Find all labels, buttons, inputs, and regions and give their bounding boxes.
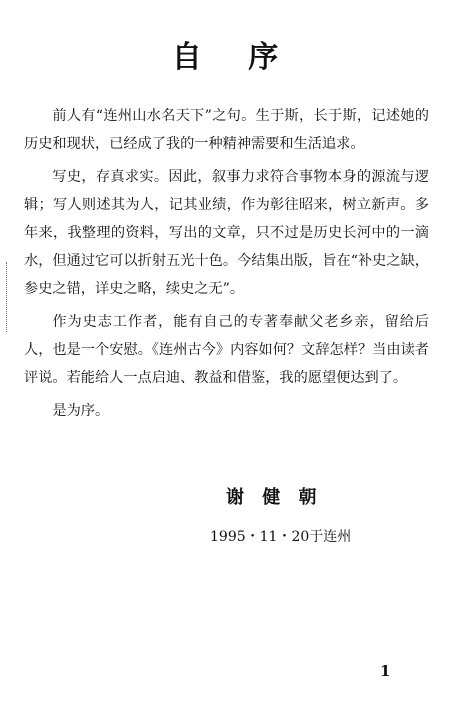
page-number: 1: [380, 662, 391, 680]
page-title: 自 序: [171, 40, 297, 75]
paragraph-closing: 是为序。: [52, 403, 110, 419]
binding-dots: [6, 262, 9, 332]
date-place: 1995・11・20于连州: [210, 529, 352, 545]
preface-body: [24, 102, 429, 430]
author-signature: 谢 健 朝: [226, 487, 323, 508]
paragraph-1: 前人有“连州山水名天下”之句。生于斯，长于斯，记述她的历史和现状，已经成了我的一种精神需要和生活追求。: [24, 108, 429, 152]
paragraph-3: 作为史志工作者，能有自己的专著奉献父老乡亲，留给后人，也是一个安慰。《连州古今》内容如何？文辞怎样？当由读者评说。若能给人一点启迪、教益和借鉴，我的愿望便达到了。: [24, 314, 429, 386]
paragraph-2: 写史，存真求实。因此，叙事力求符合事物本身的源流与逻辑；写人则述其为人，记其业绩，作为彰往昭来，树立新声。多年来，我整理的资料，写出的文章，只不过是历史长河中的一滴水，但通过它可以折射五光十色。今结集出版，旨在“补史之缺，参史之错，详史之略，续史之无”。: [24, 169, 429, 297]
